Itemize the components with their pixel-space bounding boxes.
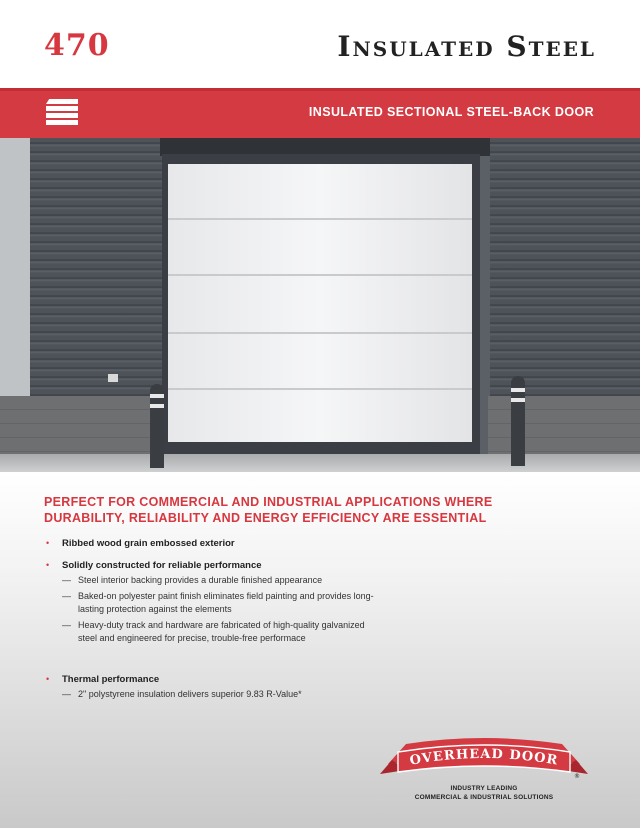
feature-title: Solidly constructed for reliable performance [62,560,262,571]
feature-title: Thermal performance [62,674,160,685]
feature-subitem: — 2" polystyrene insulation delivers superior 9.83 R-Value* [62,689,302,699]
door-image [168,164,472,442]
feature-section: PERFECT FOR COMMERCIAL AND INDUSTRIAL APPLICATIONS WHERE DURABILITY, RELIABILITY AND ENERGY EFFICIENCY ARE ESSENTIAL • Ribbed wood grain embossed exterior • Solidly constructed for reliable performance — Steel interior backing provides a durable finished appearance — Baked-on polyester paint finish eliminates field painting and provides long-lasting protection against the elements — Heavy-duty track and hardware are fabricated of high-quality galvanized steel and engineered for precise, trouble-free performace • Thermal performance — 2" polystyrene insulation delivers superior 9.83 R-Value* OVERHEAD DOOR ® INDUSTRY LEADING COMMERCIAL & INDUSTRIAL SOLUTIONS [0,472,640,828]
svg-text:OVERHEAD DOOR: OVERHEAD DOOR [408,746,560,769]
garage-door-icon [46,99,78,129]
feature-title: Ribbed wood grain embossed exterior [62,538,235,549]
headline: PERFECT FOR COMMERCIAL AND INDUSTRIAL APPLICATIONS WHERE DURABILITY, RELIABILITY AND ENERGY EFFICIENCY ARE ESSENTIAL [44,495,493,525]
product-title: Insulated Steel [337,30,596,63]
bollard-left [150,384,164,468]
page-header [0,0,640,88]
feature-subitem: — Steel interior backing provides a durable finished appearance [62,575,323,585]
logo-tagline: INDUSTRY LEADING COMMERCIAL & INDUSTRIAL SOLUTIONS [414,785,554,801]
feature-subitem: — Heavy-duty track and hardware are fabricated of high-quality galvanized steel and engineered for precise, trouble-free performace [62,620,365,643]
product-subtitle: INSULATED SECTIONAL STEEL-BACK DOOR [308,105,594,119]
svg-text:®: ® [574,773,580,780]
bollard-right [511,376,525,466]
model-number: 470 [44,28,110,63]
overhead-door-logo [376,734,592,814]
product-photo [0,138,640,472]
title-band [0,88,640,138]
logo-banner-icon [376,734,592,784]
feature-subitem: — Baked-on polyester paint finish eliminates field painting and provides long-lasting protection against the elements [62,591,374,614]
